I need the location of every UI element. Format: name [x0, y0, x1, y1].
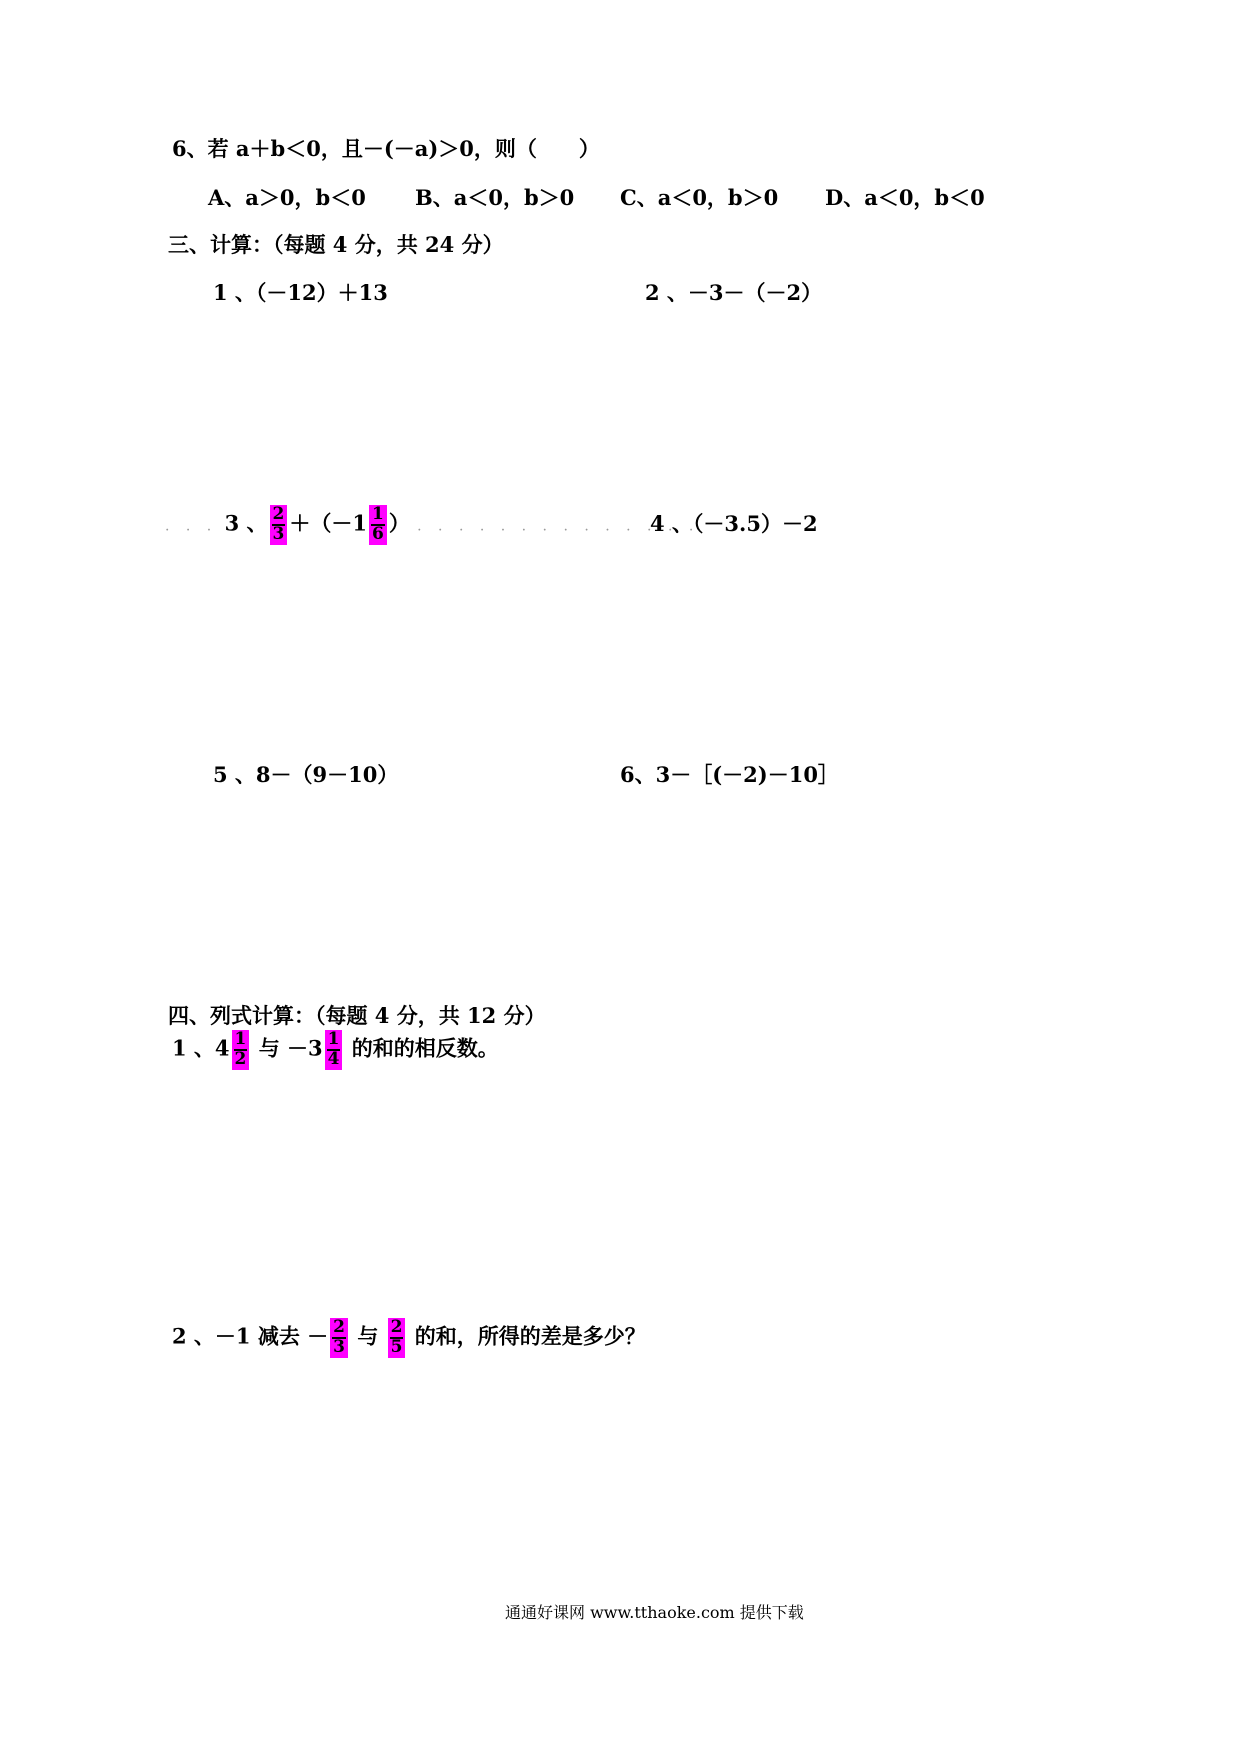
fraction-numerator: 2 — [272, 504, 285, 524]
fraction — [232, 1030, 250, 1070]
problem-3-4: 4 、（－3.5）－2 — [650, 511, 818, 536]
problem-3-1: 1 、（－12）＋13 — [213, 280, 388, 305]
problem-suffix: 的和的相反数。 — [344, 1035, 499, 1061]
fraction — [330, 1318, 348, 1358]
q6-option-b: B、a＜0，b＞0 — [415, 185, 575, 210]
problem-4-2 — [172, 1318, 646, 1358]
fraction-denominator: 3 — [333, 1336, 346, 1357]
q6-option-c: C、a＜0，b＞0 — [620, 185, 779, 210]
problem-suffix: 的和，所得的差是多少？ — [407, 1323, 646, 1349]
fraction-numerator: 2 — [390, 1317, 403, 1337]
problem-3-2: 2 、－3－（－2） — [645, 280, 823, 305]
problem-middle: 与 — [350, 1323, 386, 1349]
problem-suffix: ） — [388, 510, 410, 536]
section3-heading: 三、计算：（每题 4 分，共 24 分） — [168, 232, 504, 257]
leader-dots: . . . — [165, 518, 218, 535]
fraction-numerator: 1 — [234, 1029, 247, 1049]
fraction — [325, 1030, 343, 1070]
problem-prefix: 3 、 — [224, 510, 268, 536]
q6-option-d: D、a＜0，b＜0 — [825, 185, 985, 210]
fraction-numerator: 2 — [333, 1317, 346, 1337]
problem-prefix: 2 、－1 减去 － — [172, 1323, 329, 1349]
fraction-denominator: 4 — [327, 1048, 340, 1069]
q6-option-a: A、a＞0，b＜0 — [208, 185, 366, 210]
fraction-denominator: 2 — [234, 1048, 247, 1069]
fraction-denominator: 5 — [390, 1336, 403, 1357]
fraction-numerator: 1 — [327, 1029, 340, 1049]
fraction — [388, 1318, 406, 1358]
problem-prefix: 1 、4 — [172, 1035, 230, 1061]
problem-3-3 — [165, 505, 699, 545]
q6-stem: 6、若 a＋b＜0，且－(－a)＞0，则（ ） — [172, 136, 600, 161]
problem-3-5: 5 、8－（9－10） — [213, 762, 399, 787]
fraction — [369, 505, 387, 545]
fraction-numerator: 1 — [371, 504, 384, 524]
fraction — [270, 505, 288, 545]
leader-dots: . . . . . . . . . . . . . . — [417, 518, 700, 535]
page-footer: 通通好课网 www.tthaoke.com 提供下载 — [505, 1603, 804, 1622]
fraction-denominator: 3 — [272, 523, 285, 544]
problem-middle: ＋（－1 — [289, 510, 367, 536]
problem-middle: 与 －3 — [251, 1035, 323, 1061]
fraction-denominator: 6 — [371, 523, 384, 544]
problem-3-6: 6、3－［(－2)－10］ — [620, 762, 839, 787]
section4-heading: 四、列式计算：（每题 4 分，共 12 分） — [168, 1003, 546, 1028]
problem-4-1 — [172, 1030, 499, 1070]
